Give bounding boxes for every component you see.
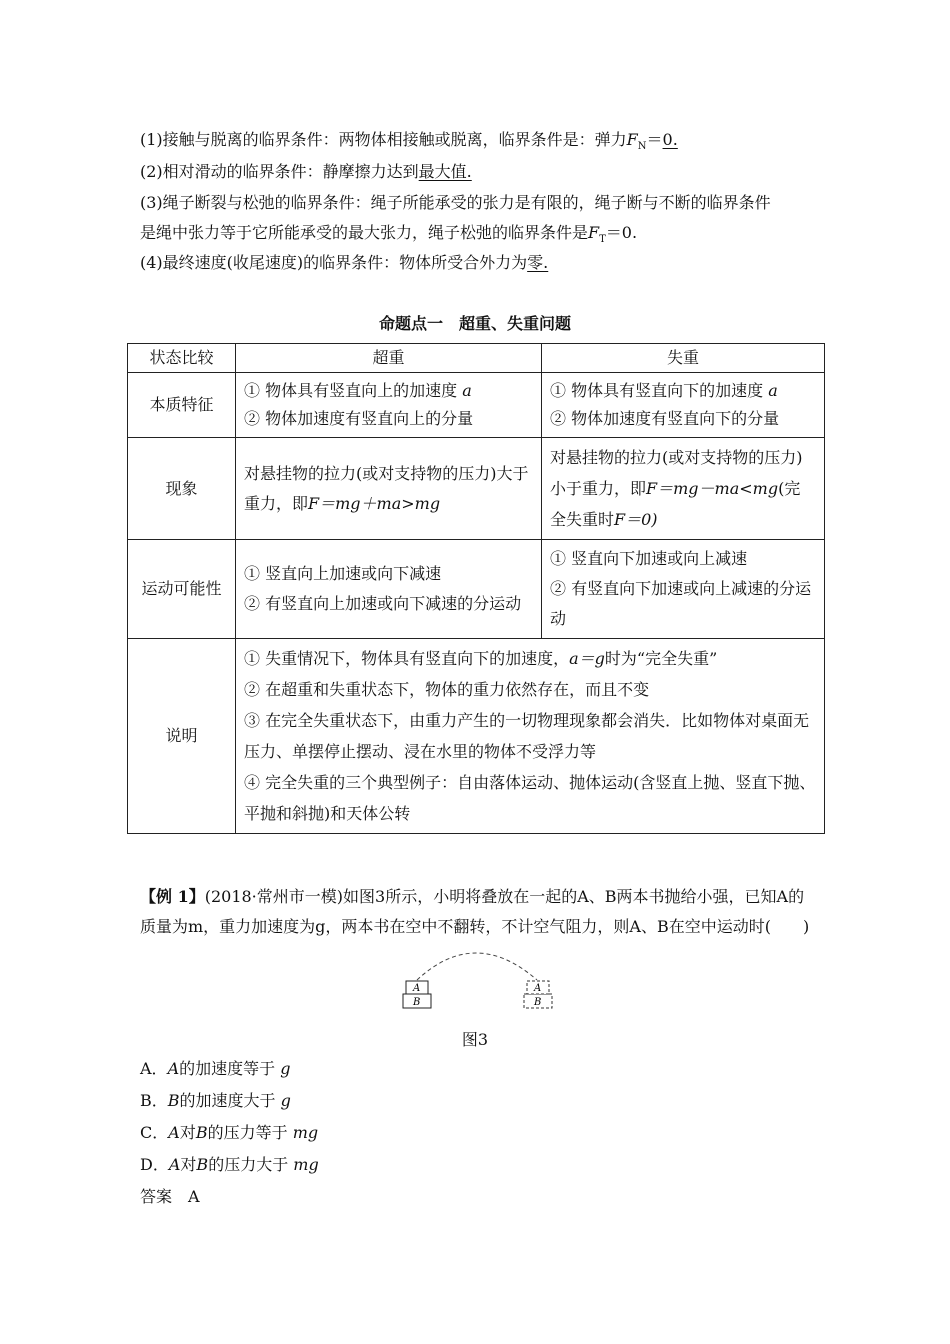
table-cell: ① 竖直向上加速或向下减速 ② 有竖直向上加速或向下减速的分运动 [236,540,542,639]
figure-caption: 图3 [461,1030,489,1049]
header-cell: 超重 [236,344,542,373]
header-cell: 状态比较 [128,344,236,373]
label-a-end: A [534,983,542,994]
trajectory-curve [417,953,537,980]
table-cell: ① 物体具有竖直向上的加速度 a ② 物体加速度有竖直向上的分量 [236,373,542,438]
label-a-start: A [413,983,421,994]
option-c: C．A对B的压力等于 mg [140,1123,319,1142]
option-a: A．A的加速度等于 g [140,1059,291,1078]
answer: 答案 A [140,1187,200,1206]
option-d: D．A对B的压力大于 mg [140,1155,319,1174]
condition-4: (4)最终速度(收尾速度)的临界条件：物体所受合外力为零. [140,253,549,272]
table-cell: 对悬挂物的拉力(或对支持物的压力)大于重力，即F＝mg＋ma>mg [236,438,542,540]
header-cell: 失重 [542,344,825,373]
table-row [128,639,825,834]
table-cell: ① 失重情况下，物体具有竖直向下的加速度，a＝g时为“完全失重” ② 在超重和失重状态下，物体的重力依然存在，而且不变 ③ 在完全失重状态下，由重力产生的一切物理现象都会消失．比如物体对桌面无压力、单摆停止摆动、浸在水里的物体不受浮力等 ④ 完全失重的三个典型例子：自由落体运动、抛体运动(含竖直上抛、竖直下抛、平抛和斜抛)和天体公转 [236,639,825,834]
example-text: 如图3所示，小明将叠放在一起的A、B两本书抛给小强，已知A的质量为m，重力加速度为g，两本书在空中不翻转，不计空气阻力，则A、B在空中运动时( ) [140,887,810,936]
section-title: 命题点一 超重、失重问题 [378,314,571,333]
label-b-end: B [534,997,542,1008]
example-tag: 【例 1】 [140,887,205,906]
option-b: B．B的加速度大于 g [140,1091,291,1110]
row-label: 现象 [128,438,236,540]
table-cell: ① 竖直向下加速或向上减速 ② 有竖直向下加速或向上减速的分运动 [542,540,825,639]
table-header-row [128,344,825,373]
condition-1: (1)接触与脱离的临界条件：两物体相接触或脱离，临界条件是：弹力$F_N=0$. [140,130,678,153]
condition-3-line-2: 是绳中张力等于它所能承受的最大张力，绳子松弛的临界条件是$F_T=0$. [140,223,638,246]
row-label: 说明 [128,639,236,834]
table-row [128,373,825,438]
condition-3-line-1: (3)绳子断裂与松弛的临界条件：绳子所能承受的张力是有限的，绳子断与不断的临界条件 [140,193,771,212]
example-question [140,882,820,942]
figure-3-diagram [395,948,565,1014]
label-b-start: B [413,997,421,1008]
row-label: 本质特征 [128,373,236,438]
table-cell: ① 物体具有竖直向下的加速度 a ② 物体加速度有竖直向下的分量 [542,373,825,438]
example-source: (2018·常州市一模) [204,887,344,906]
table-row [128,540,825,639]
row-label: 运动可能性 [128,540,236,639]
comparison-table [127,343,825,834]
table-row [128,438,825,540]
condition-2: (2)相对滑动的临界条件：静摩擦力达到最大值. [140,162,472,181]
table-cell: 对悬挂物的拉力(或对支持物的压力)小于重力，即F＝mg－ma<mg(完全失重时F＝0) [542,438,825,540]
